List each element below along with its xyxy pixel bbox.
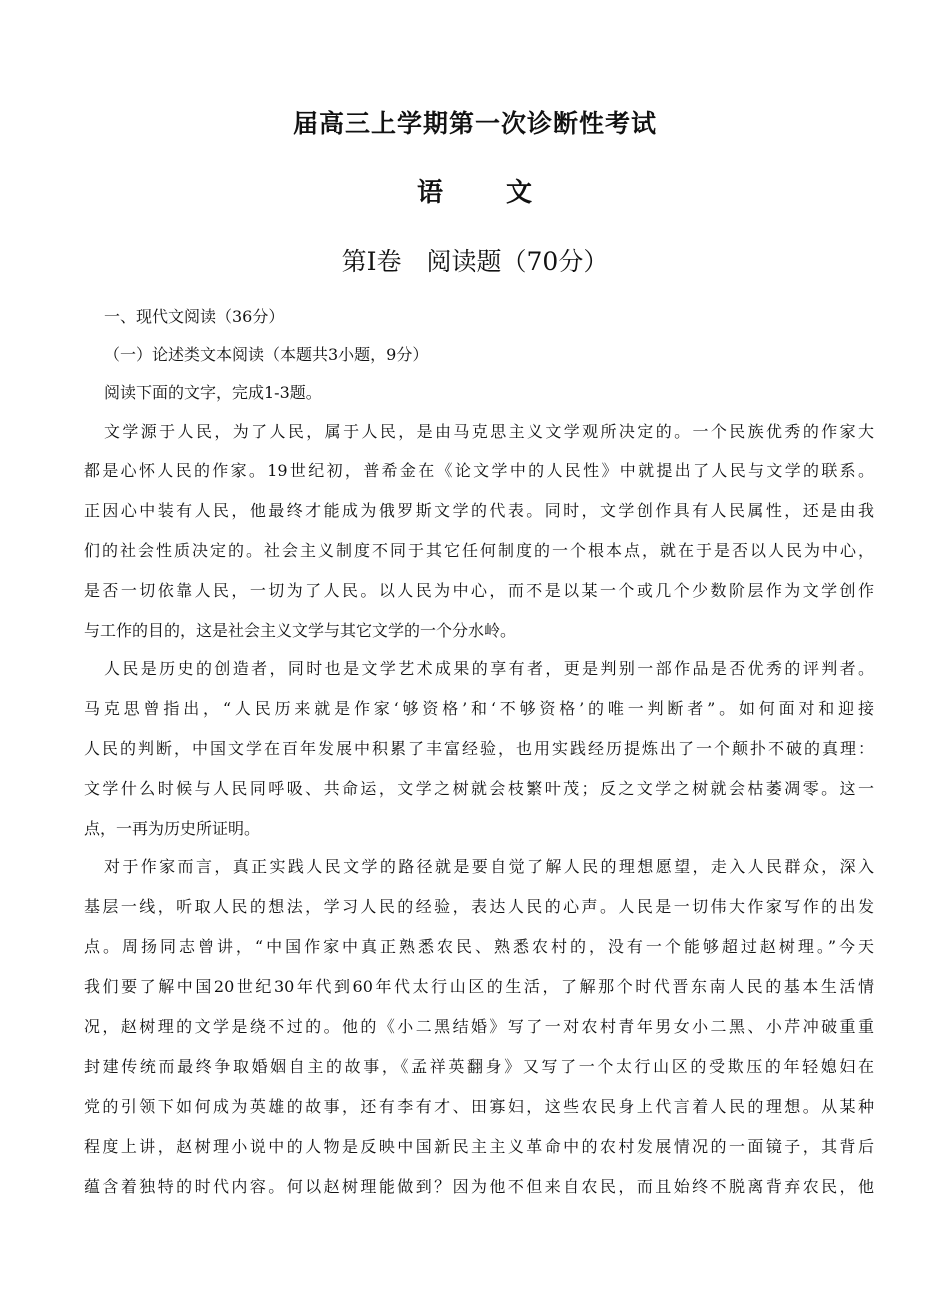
passage-line: 我们要了解中国20世纪30年代到60年代太行山区的生活，了解那个时代晋东南人民的基本生活情 [84, 977, 874, 996]
subject-char-1: 语 [416, 178, 444, 208]
passage-line: 封建传统而最终争取婚姻自主的故事，《孟祥英翻身》又写了一个太行山区的受欺压的年轻媳妇在 [84, 1057, 874, 1076]
subject-char-2: 文 [506, 178, 534, 208]
passage-line: 马克思曾指出，“人民历来就是作家‘够资格’和‘不够资格’的唯一判断者”。如何面对和迎接 [84, 699, 874, 718]
passage-line: 与工作的目的，这是社会主义文学与其它文学的一个分水岭。 [84, 621, 517, 640]
passage-line: 正因心中装有人民，他最终才能成为俄罗斯文学的代表。同时，文学创作具有人民属性，还是由我 [84, 501, 874, 520]
passage-line: 点。周扬同志曾讲，“中国作家中真正熟悉农民、熟悉农村的，没有一个能够超过赵树理。”今天 [84, 937, 874, 956]
sub-title: （一）论述类文本阅读（本题共3小题，9分） [104, 345, 429, 364]
passage-line: 们的社会性质决定的。社会主义制度不同于其它任何制度的一个根本点，就在于是否以人民为中心， [84, 541, 874, 560]
passage-line: 蕴含着独特的时代内容。何以赵树理能做到？因为他不但来自农民，而且始终不脱离背弃农民，他 [84, 1177, 874, 1196]
passage-line: 党的引领下如何成为英雄的故事，还有李有才、田寡妇，这些农民身上代言着人民的理想。从某种 [84, 1097, 874, 1116]
passage-line: 况，赵树理的文学是绕不过的。他的《小二黑结婚》写了一对农村青年男女小二黑、小芹冲破重重 [84, 1017, 874, 1036]
passage-line: 人民的判断，中国文学在百年发展中积累了丰富经验，也用实践经历提炼出了一个颠扑不破的真理： [84, 739, 874, 758]
passage-line: 都是心怀人民的作家。19世纪初，普希金在《论文学中的人民性》中就提出了人民与文学的联系。 [84, 461, 874, 480]
passage-line: 是否一切依靠人民，一切为了人民。以人民为中心，而不是以某一个或几个少数阶层作为文学创作 [84, 581, 874, 600]
volume-title: 第Ⅰ卷 阅读题（70分） [341, 247, 609, 276]
passage-line: 对于作家而言，真正实践人民文学的路径就是要自觉了解人民的理想愿望，走入人民群众，深入 [104, 857, 874, 876]
passage-line: 基层一线，听取人民的想法，学习人民的经验，表达人民的心声。人民是一切伟大作家写作的出发 [84, 897, 874, 916]
passage-line: 文学什么时候与人民同呼吸、共命运，文学之树就会枝繁叶茂；反之文学之树就会枯萎凋零。这一 [84, 779, 874, 798]
passage-line: 程度上讲，赵树理小说中的人物是反映中国新民主主义革命中的农村发展情况的一面镜子，其背后 [84, 1137, 874, 1156]
part-title: 一、现代文阅读（36分） [104, 307, 285, 326]
exam-title: 届高三上学期第一次诊断性考试 [292, 109, 657, 138]
passage-line: 人民是历史的创造者，同时也是文学艺术成果的享有者，更是判别一部作品是否优秀的评判者。 [104, 659, 874, 678]
instruction-text: 阅读下面的文字，完成1-3题。 [104, 383, 322, 402]
passage-line: 点，一再为历史所证明。 [84, 819, 261, 838]
passage-line: 文学源于人民，为了人民，属于人民，是由马克思主义文学观所决定的。一个民族优秀的作家大 [104, 422, 874, 441]
subject-title [0, 175, 950, 211]
